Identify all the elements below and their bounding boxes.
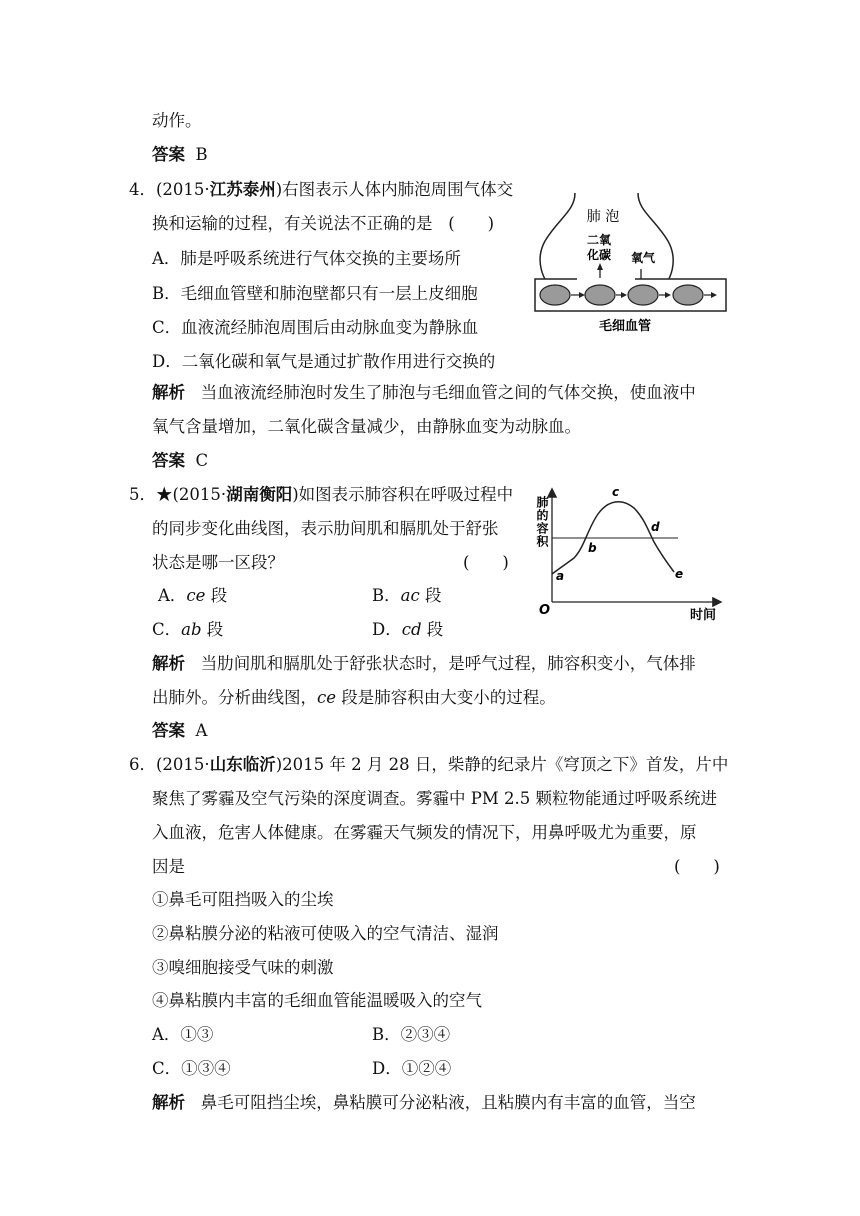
x-axis-label: 时间	[690, 608, 717, 623]
lung-volume-curve-figure	[530, 484, 730, 624]
red-blood-cell	[628, 285, 658, 305]
q5-stem-line3: 状态是哪一区段？	[152, 553, 284, 572]
q4-answer: 答案 C	[152, 451, 209, 470]
q6-stem-line2: 聚焦了雾霾及空气污染的深度调查。雾霾中 PM 2.5 颗粒物能通过呼吸系统进	[152, 789, 717, 808]
q6-item-2: ②鼻粘膜分泌的粘液可使吸入的空气清洁、湿润	[152, 924, 499, 943]
o2-label: 氧气	[630, 251, 656, 265]
q5-blank: ( )	[463, 553, 509, 572]
origin-label: O	[539, 603, 551, 618]
q5-stem-line1: 5．★(2015·湖南衡阳)如图表示肺容积在呼吸过程中	[129, 485, 514, 504]
q4-option-a: A．肺是呼吸系统进行气体交换的主要场所	[152, 249, 461, 268]
capillary-label: 毛细血管	[598, 319, 652, 334]
q6-option-a: A．①③	[152, 1025, 214, 1044]
q4-option-c: C．血液流经肺泡周围后由动脉血变为静脉血	[152, 318, 479, 337]
red-blood-cell	[540, 285, 570, 305]
point-e-label: e	[675, 567, 684, 581]
q5-option-d: D．cd 段	[372, 620, 444, 639]
q5-stem-line2: 的同步变化曲线图，表示肋间肌和膈肌处于舒张	[152, 519, 499, 538]
point-c-label: c	[612, 485, 620, 499]
q4-option-d: D．二氧化碳和氧气是通过扩散作用进行交换的	[152, 352, 496, 371]
y-axis-label: 肺的容积	[535, 496, 549, 548]
q4-stem-line2: 换和运输的过程，有关说法不正确的是 ( )	[152, 214, 495, 233]
red-blood-cell	[673, 285, 703, 305]
q6-option-d: D．①②④	[372, 1059, 452, 1078]
q5-option-a: A．ce 段	[158, 586, 228, 605]
q5-explanation-line2: 出肺外。分析曲线图，ce 段是肺容积由大变小的过程。	[152, 688, 556, 707]
q6-explanation-line1: 解析 鼻毛可阻挡尘埃，鼻粘膜可分泌粘液，且粘膜内有丰富的血管，当空	[152, 1093, 696, 1112]
prev-answer: 答案 B	[152, 145, 208, 164]
q6-option-b: B．②③④	[372, 1025, 451, 1044]
point-a-label: a	[556, 569, 565, 583]
q5-answer: 答案 A	[152, 721, 208, 740]
q5-explanation-line1: 解析 当肋间肌和膈肌处于舒张状态时，是呼气过程，肺容积变小，气体排	[152, 654, 696, 673]
co2-arrow-up	[597, 263, 603, 270]
q5-option-c: C．ab 段	[152, 620, 224, 639]
alveolus-label: 肺 泡	[586, 209, 620, 225]
alveolus-capillary-figure	[533, 185, 728, 335]
prev-tail-line: 动作。	[152, 111, 202, 130]
point-b-label: b	[588, 541, 597, 555]
q6-option-c: C．①③④	[152, 1059, 231, 1078]
q6-blank: ( )	[674, 857, 720, 876]
q6-item-3: ③嗅细胞接受气味的刺激	[152, 958, 334, 977]
q6-item-1: ①鼻毛可阻挡吸入的尘埃	[152, 890, 334, 909]
q4-explanation-line2: 氧气含量增加，二氧化碳含量减少，由静脉血变为动脉血。	[152, 417, 581, 436]
co2-label-2: 化碳	[586, 248, 612, 262]
q4-option-b: B．毛细血管壁和肺泡壁都只有一层上皮细胞	[152, 284, 478, 303]
q4-explanation-line1: 解析 当血液流经肺泡时发生了肺泡与毛细血管之间的气体交换，使血液中	[152, 383, 696, 402]
co2-label-1: 二氧	[586, 233, 612, 247]
q6-stem-line1: 6．(2015·山东临沂)2015 年 2 月 28 日，柴静的纪录片《穹顶之下》首发，片中	[129, 755, 729, 774]
q4-stem-line1: 4．(2015·江苏泰州)右图表示人体内肺泡周围气体交	[129, 180, 514, 199]
red-blood-cell	[585, 285, 615, 305]
q6-item-4: ④鼻粘膜内丰富的毛细血管能温暖吸入的空气	[152, 991, 482, 1010]
q6-stem-line3: 入血液，危害人体健康。在雾霾天气频发的情况下，用鼻呼吸尤为重要，原	[152, 823, 697, 842]
q5-option-b: B．ac 段	[372, 586, 442, 605]
q6-stem-line4: 因是	[152, 857, 185, 876]
point-d-label: d	[651, 520, 660, 534]
